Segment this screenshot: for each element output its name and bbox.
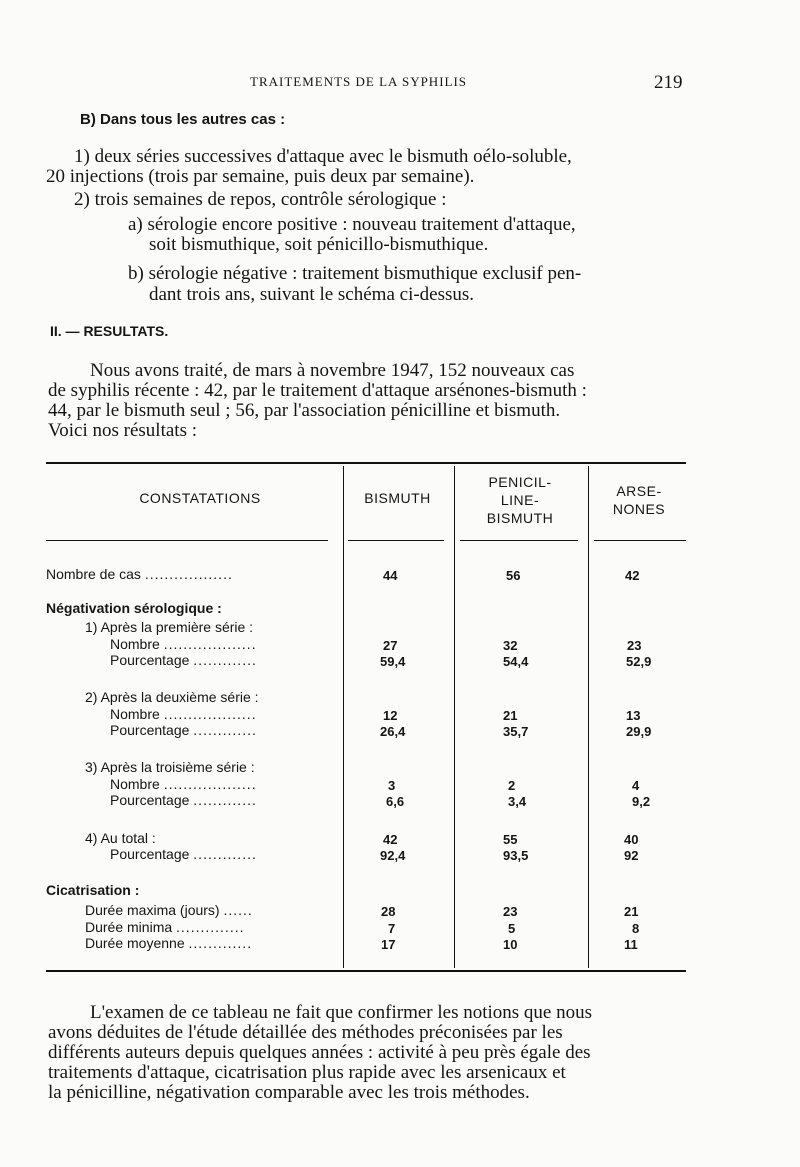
row-serie1-pct-label: Pourcentage ............. (110, 652, 257, 668)
results-para-line2: de syphilis récente : 42, par le traitement d'attaque arsénones-bismuth : (48, 380, 587, 401)
conclusion-line3: différents auteurs depuis quelques années : activité à peu près égale des (48, 1042, 591, 1063)
row-duree-max-label: Durée maxima (jours) ...... (85, 902, 253, 918)
cell-duree-moy-arsenones: 11 (624, 937, 638, 952)
cell-serie1-nombre-penicilline: 32 (503, 638, 518, 653)
cell-duree-moy-bismuth: 17 (381, 937, 396, 952)
cell-duree-max-arsenones: 21 (624, 904, 639, 919)
cell-duree-max-bismuth: 28 (381, 904, 396, 919)
row-cicatrisation-label: Cicatrisation : (46, 882, 140, 898)
header-arsenones-l1: ARSE- (616, 483, 662, 499)
header-underline-1 (46, 540, 328, 541)
cell-serie3-nombre-arsenones: 4 (632, 778, 640, 793)
item2: 2) trois semaines de repos, contrôle sérologique : (74, 189, 447, 210)
cell-total-pct-penicilline: 93,5 (503, 848, 529, 863)
conclusion-line5: la pénicilline, négativation comparable avec les trois méthodes. (48, 1082, 530, 1103)
header-penicilline-l2: LINE- (500, 492, 540, 508)
header-penicilline-l3: BISMUTH (486, 510, 554, 526)
item2b-line1: b) sérologie négative : traitement bismuthique exclusif pen- (128, 263, 582, 284)
cell-serie3-pct-bismuth: 6,6 (386, 794, 405, 809)
cell-duree-max-penicilline: 23 (503, 904, 518, 919)
cell-serie1-nombre-arsenones: 23 (627, 638, 642, 653)
cell-serie1-pct-arsenones: 52,9 (626, 654, 652, 669)
cell-duree-min-penicilline: 5 (508, 921, 516, 936)
cell-serie1-pct-penicilline: 54,4 (503, 654, 529, 669)
cell-total-bismuth: 42 (383, 832, 398, 847)
row-serie1-label: 1) Après la première série : (85, 619, 254, 635)
cell-serie2-pct-penicilline: 35,7 (503, 724, 529, 739)
cell-duree-min-bismuth: 7 (388, 921, 396, 936)
header-underline-4 (594, 540, 686, 541)
cell-serie1-nombre-bismuth: 27 (383, 638, 398, 653)
cell-serie2-nombre-bismuth: 12 (383, 708, 398, 723)
results-para-line1: Nous avons traité, de mars à novembre 1947, 152 nouveaux cas (90, 360, 575, 381)
running-title: TRAITEMENTS DE LA SYPHILIS (250, 74, 468, 89)
row-serie2-label: 2) Après la deuxième série : (85, 689, 259, 705)
cell-serie3-pct-penicilline: 3,4 (508, 794, 527, 809)
row-total-pct-label: Pourcentage ............. (110, 846, 257, 862)
row-serie2-nombre-label: Nombre ................... (110, 706, 257, 722)
row-negativation-label: Négativation sérologique : (46, 600, 222, 616)
item2a-line2: soit bismuthique, soit pénicillo-bismuthique. (149, 234, 489, 255)
cell-serie2-pct-bismuth: 26,4 (380, 724, 406, 739)
header-constatations: CONSTATATIONS (139, 490, 261, 506)
header-penicilline (460, 473, 580, 527)
table-col-divider-3 (588, 466, 589, 968)
cell-serie3-nombre-penicilline: 2 (508, 778, 516, 793)
cell-nombre-cas-penicilline: 56 (506, 568, 521, 583)
results-para-line3: 44, par le bismuth seul ; 56, par l'association pénicilline et bismuth. (48, 400, 561, 421)
cell-nombre-cas-bismuth: 44 (383, 568, 398, 583)
header-penicilline-l1: PENICIL- (488, 474, 552, 490)
section-ii-heading: II. — RESULTATS. (50, 323, 169, 339)
header-underline-3 (460, 540, 578, 541)
header-arsenones-l2: NONES (612, 501, 666, 517)
row-serie1-nombre-label: Nombre ................... (110, 636, 257, 652)
row-duree-min-label: Durée minima .............. (85, 919, 245, 935)
item1-line2: 20 injections (trois par semaine, puis deux par semaine). (46, 166, 475, 187)
row-serie2-pct-label: Pourcentage ............. (110, 722, 257, 738)
row-duree-moy-label: Durée moyenne ............. (85, 935, 253, 951)
row-nombre-cas-label: Nombre de cas .................. (46, 566, 233, 582)
page-number: 219 (654, 72, 683, 93)
cell-serie3-nombre-bismuth: 3 (388, 778, 396, 793)
header-underline-2 (348, 540, 444, 541)
cell-total-pct-bismuth: 92,4 (380, 848, 406, 863)
table-col-divider-2 (454, 466, 455, 968)
row-serie3-pct-label: Pourcentage ............. (110, 792, 257, 808)
cell-total-arsenones: 40 (624, 832, 639, 847)
cell-nombre-cas-arsenones: 42 (625, 568, 640, 583)
table-col-divider-1 (343, 466, 344, 968)
cell-duree-min-arsenones: 8 (632, 921, 640, 936)
item1-line1: 1) deux séries successives d'attaque avec le bismuth oélo-soluble, (74, 146, 572, 167)
conclusion-line1: L'examen de ce tableau ne fait que confirmer les notions que nous (90, 1002, 592, 1023)
header-bismuth: BISMUTH (364, 490, 431, 506)
cell-total-penicilline: 55 (503, 832, 518, 847)
header-arsenones (594, 482, 684, 518)
table-bottom-rule (46, 970, 686, 972)
table-top-rule (46, 462, 686, 464)
item2b-line2: dant trois ans, suivant le schéma ci-dessus. (149, 284, 475, 305)
row-serie3-nombre-label: Nombre ................... (110, 776, 257, 792)
cell-total-pct-arsenones: 92 (624, 848, 639, 863)
row-serie3-label: 3) Après la troisième série : (85, 759, 255, 775)
cell-serie2-nombre-penicilline: 21 (503, 708, 518, 723)
conclusion-line4: traitements d'attaque, cicatrisation plus rapide avec les arsenicaux et (48, 1062, 566, 1083)
section-b-heading: B) Dans tous les autres cas : (80, 111, 286, 128)
conclusion-line2: avons déduites de l'étude détaillée des méthodes préconisées par les (48, 1022, 563, 1043)
cell-serie1-pct-bismuth: 59,4 (380, 654, 406, 669)
cell-serie2-pct-arsenones: 29,9 (626, 724, 652, 739)
cell-duree-moy-penicilline: 10 (503, 937, 518, 952)
item2a-line1: a) sérologie encore positive : nouveau traitement d'attaque, (128, 214, 576, 235)
cell-serie3-pct-arsenones: 9,2 (632, 794, 651, 809)
cell-serie2-nombre-arsenones: 13 (626, 708, 641, 723)
row-total-label: 4) Au total : (85, 830, 156, 846)
results-para-line4: Voici nos résultats : (48, 420, 198, 441)
